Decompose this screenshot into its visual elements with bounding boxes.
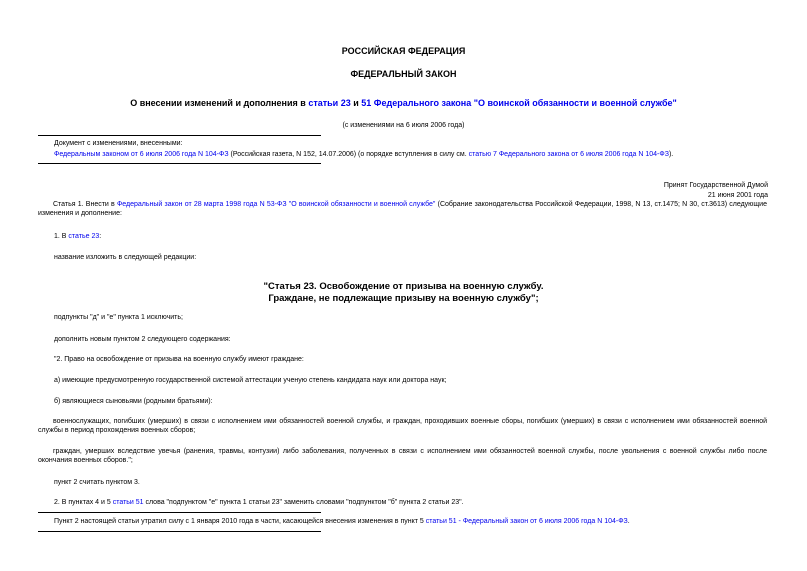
paragraph-5: б) являющиеся сыновьями (родными братьями): bbox=[54, 398, 213, 405]
article-1-prefix: Статья 1. Внести в bbox=[53, 201, 117, 208]
changes-box-line1: Документ с изменениями, внесенными: bbox=[54, 140, 183, 147]
paragraph-4: а) имеющие предусмотренную государственной системой аттестации ученую степень кандидата наук или доктора наук; bbox=[54, 377, 447, 384]
paragraph-8: пункт 2 считать пунктом 3. bbox=[54, 479, 140, 486]
link-footnote-104fz[interactable]: статьи 51 - Федеральный закон от 6 июля 2006 года N 104-ФЗ bbox=[425, 518, 628, 525]
paragraph-3: "2. Право на освобождение от призыва на военную службу имеют граждане: bbox=[54, 356, 304, 363]
adopted-date: 21 июня 2001 года bbox=[707, 192, 768, 199]
item-1 bbox=[54, 232, 101, 241]
adopted-by: Принят Государственной Думой bbox=[663, 182, 768, 189]
link-military-law[interactable]: Федерального закона "О воинской обязанности и военной службе" bbox=[373, 98, 677, 108]
link-article-51[interactable]: 51 bbox=[361, 98, 372, 108]
article-1-suffix: (Собрание законодательства Российской Федерации, 1998, N 13, ст.1475; N 30, ст.3613) следующие изменения и дополнение: bbox=[38, 201, 767, 217]
article-1-text bbox=[38, 200, 767, 218]
footnote-divider-bottom bbox=[38, 531, 321, 532]
footnote-prefix: Пункт 2 настоящей статьи утратил силу с 1 января 2010 года в части, касающейся внесения изменения в пункт 5 bbox=[54, 518, 426, 525]
link-article-7-104fz[interactable]: статью 7 Федерального закона от 6 июля 2006 года N 104-ФЗ bbox=[468, 151, 669, 158]
item-2-suffix: слова "подпунктом "е" пункта 1 статьи 23" заменить словами "подпунктом "б" пункта 2 статьи 23". bbox=[143, 499, 464, 506]
paragraph-2: дополнить новым пунктом 2 следующего содержания: bbox=[54, 336, 231, 343]
link-item1-article-23[interactable]: статье 23 bbox=[68, 233, 100, 240]
item-1-suffix: : bbox=[99, 233, 102, 240]
footnote bbox=[54, 517, 630, 526]
footnote-divider-top bbox=[38, 512, 321, 513]
article-23-new-title-line2: Граждане, не подлежащие призыву на военную службу"; bbox=[268, 293, 539, 304]
country-heading: РОССИЙСКАЯ ФЕДЕРАЦИЯ bbox=[341, 46, 466, 56]
article-23-new-title-line1: "Статья 23. Освобождение от призыва на военную службу. bbox=[263, 281, 544, 292]
item-1-prefix: 1. В bbox=[54, 233, 69, 240]
footnote-suffix: . bbox=[627, 518, 630, 525]
name-line: название изложить в следующей редакции: bbox=[54, 254, 197, 261]
link-article-23[interactable]: статьи 23 bbox=[308, 98, 351, 108]
divider-bottom bbox=[38, 163, 321, 164]
item-2-prefix: 2. В пунктах 4 и 5 bbox=[54, 499, 113, 506]
changes-box-mid: (Российская газета, N 152, 14.07.2006) (о порядке вступления в силу см. bbox=[228, 151, 469, 158]
item-2 bbox=[54, 498, 464, 507]
law-type-heading: ФЕДЕРАЛЬНЫЙ ЗАКОН bbox=[350, 69, 457, 79]
paragraph-7: граждан, умерших вследствие увечья (ранения, травмы, контузии) либо заболевания, полученных в связи с исполнением ими обязанностей военной службы, после увольнения с военной службы либо после окончания военных сборов."; bbox=[38, 448, 767, 464]
changes-box-end: ). bbox=[668, 151, 674, 158]
title-prefix: О внесении изменений и дополнения в bbox=[130, 98, 309, 108]
amendment-note: (с изменениями на 6 июля 2006 года) bbox=[342, 122, 465, 129]
paragraph-6: военнослужащих, погибших (умерших) в связи с исполнением ими обязанностей военной службы, и граждан, проходивших военные сборы, погибших (умерших) в связи с исполнением ими обязанностей военной службы в период прохождения военных сборов; bbox=[38, 418, 767, 434]
link-law-104fz[interactable]: Федеральным законом от 6 июля 2006 года N 104-ФЗ bbox=[54, 151, 229, 158]
link-item2-article-51[interactable]: статьи 51 bbox=[112, 499, 144, 506]
changes-box-line2 bbox=[54, 150, 794, 159]
divider-top bbox=[38, 135, 321, 136]
paragraph-1: подпункты "д" и "е" пункта 1 исключить; bbox=[54, 314, 183, 321]
title-and: и bbox=[350, 98, 362, 108]
law-title bbox=[0, 98, 807, 108]
link-law-53fz[interactable]: Федеральный закон от 28 марта 1998 года N 53-ФЗ "О воинской обязанности и военной службе" bbox=[116, 201, 436, 208]
